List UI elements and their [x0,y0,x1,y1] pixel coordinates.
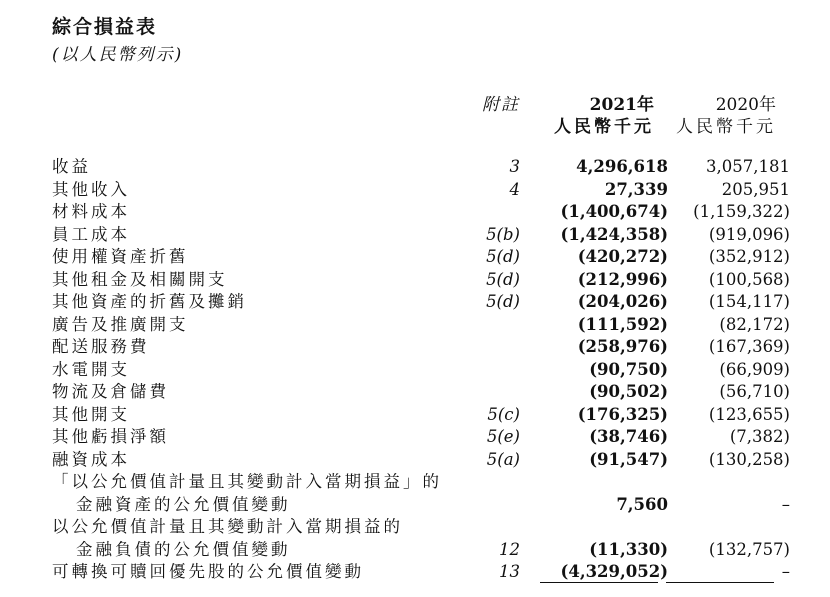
row-label: 其他收入 [52,179,130,199]
table-row [52,471,792,494]
value-2020: (123,655) [708,404,790,424]
total-rule-2020 [666,582,774,583]
row-label: 其他資產的折舊及攤銷 [52,292,247,311]
table-row [52,269,792,292]
value-2021: (420,272) [577,247,668,266]
value-2021: (212,996) [577,269,668,289]
row-note: 5(b) [486,224,520,244]
value-2020: (167,369) [708,337,790,356]
value-2020: (919,096) [708,224,790,244]
value-2021: 7,560 [616,494,668,514]
row-note: 5(c) [487,404,520,424]
value-2020: (154,117) [708,292,790,311]
value-2021: (204,026) [577,292,668,311]
table-row [52,179,792,202]
row-label: 使用權資產折舊 [52,247,189,266]
value-2020: (132,757) [708,539,790,559]
table-row [52,539,792,562]
row-label: 收益 [52,157,91,176]
table-row [52,381,792,404]
table-row [52,201,792,224]
value-2021: 27,339 [604,179,668,199]
row-label: 員工成本 [52,224,130,244]
value-2021: (4,329,052) [560,562,668,581]
row-note: 13 [499,562,520,581]
value-2020: (66,909) [719,359,790,379]
value-2021: (90,502) [589,382,668,401]
table-row [52,224,792,247]
value-2021: (176,325) [577,404,668,424]
table-row [52,359,792,382]
row-label: 廣告及推廣開支 [52,314,189,334]
table-row [52,336,792,359]
value-2021: (1,424,358) [560,224,668,244]
value-2021: (111,592) [577,314,668,334]
row-note: 5(d) [486,269,520,289]
table-row [52,449,792,472]
value-2020: (82,172) [719,314,790,334]
row-label: 配送服務費 [52,337,150,356]
income-statement-table [52,156,792,584]
note-column-header: 附註 [482,95,520,115]
row-label: 金融負債的公允價值變動 [76,539,291,559]
value-2020: (1,159,322) [693,202,790,221]
value-2021: (38,746) [589,427,668,446]
value-2021: (1,400,674) [560,202,668,221]
row-note: 5(e) [486,427,520,446]
currency-subtitle: (以人民幣列示) [52,45,184,65]
row-note: 5(a) [486,449,520,469]
value-2020: (56,710) [719,382,790,401]
value-2021: (91,547) [589,449,668,469]
value-2020: – [781,494,790,514]
unit-2021-header: 人民幣千元 [554,117,654,137]
row-label: 融資成本 [52,449,130,469]
row-note: 4 [509,179,520,199]
value-2020: 3,057,181 [706,157,790,176]
value-2021: 4,296,618 [576,157,668,176]
value-2021: (90,750) [589,359,668,379]
total-rule-2021 [540,582,658,583]
value-2020: (100,568) [708,269,790,289]
row-label: 其他虧損淨額 [52,427,169,446]
year-2021-header: 2021年 [589,95,654,115]
row-label: 其他開支 [52,404,130,424]
table-row [52,291,792,314]
row-note: 5(d) [486,292,520,311]
table-row [52,494,792,517]
value-2020: (352,912) [708,247,790,266]
row-note: 5(d) [486,247,520,266]
value-2021: (11,330) [589,539,668,559]
value-2020: (7,382) [729,427,790,446]
value-2020: 205,951 [721,179,790,199]
row-label: 「以公允價值計量且其變動計入當期損益」的 [52,472,442,491]
row-label: 水電開支 [52,359,130,379]
row-label: 以公允價值計量且其變動計入當期損益的 [52,517,403,536]
table-row [52,404,792,427]
table-row [52,314,792,337]
row-note: 3 [509,157,520,176]
row-label: 物流及倉儲費 [52,382,169,401]
page-title: 綜合損益表 [52,16,158,38]
table-row [52,426,792,449]
table-row [52,156,792,179]
row-label: 可轉換可贖回優先股的公允價值變動 [52,562,364,581]
table-row [52,516,792,539]
row-label: 金融資產的公允價值變動 [76,494,291,514]
value-2021: (258,976) [577,337,668,356]
value-2020: – [781,562,790,581]
unit-2020-header: 人民幣千元 [676,117,776,137]
row-label: 材料成本 [52,202,130,221]
year-2020-header: 2020年 [715,95,776,115]
table-row [52,246,792,269]
value-2020: (130,258) [708,449,790,469]
row-note: 12 [499,539,520,559]
row-label: 其他租金及相關開支 [52,269,228,289]
table-row [52,561,792,584]
